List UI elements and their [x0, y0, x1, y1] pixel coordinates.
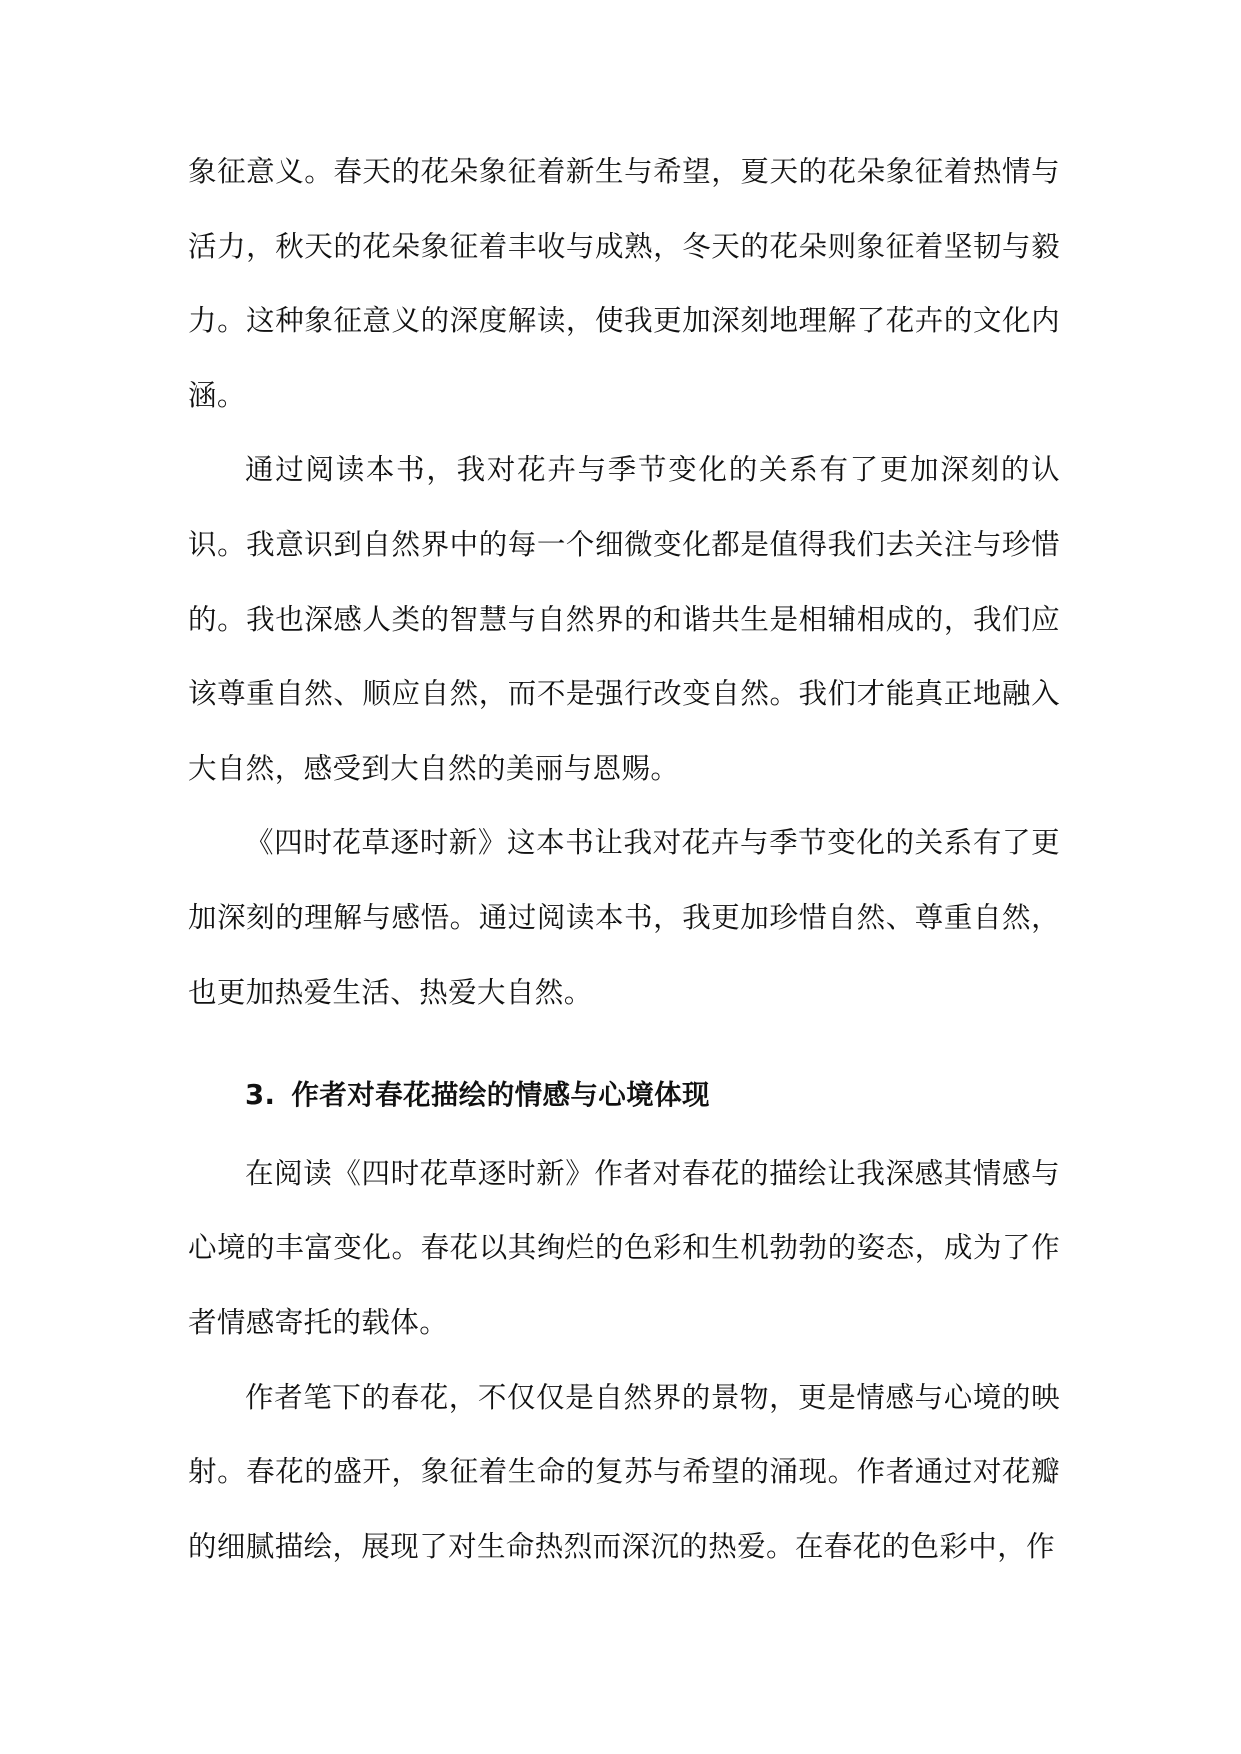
paragraph-continuation: 象征意义。春天的花朵象征着新生与希望，夏天的花朵象征着热情与活力，秋天的花朵象征着丰收与成熟，冬天的花朵则象征着坚韧与毅力。这种象征意义的深度解读，使我更加深刻地理解了花卉的文化内涵。 — [188, 155, 1060, 412]
document-body — [188, 135, 1060, 1584]
section-title: 作者对春花描绘的情感与心境体现 — [291, 1079, 710, 1112]
paragraph-spring-detail: 作者笔下的春花，不仅仅是自然界的景物，更是情感与心境的映射。春花的盛开，象征着生命的复苏与希望的涌现。作者通过对花瓣的细腻描绘，展现了对生命热烈而深沉的热爱。在春花的色彩中，作 — [188, 1380, 1060, 1563]
paragraph-spring-intro: 在阅读《四时花草逐时新》作者对春花的描绘让我深感其情感与心境的丰富变化。春花以其绚烂的色彩和生机勃勃的姿态，成为了作者情感寄托的载体。 — [188, 1156, 1060, 1339]
paragraph-book-summary: 《四时花草逐时新》这本书让我对花卉与季节变化的关系有了更加深刻的理解与感悟。通过阅读本书，我更加珍惜自然、尊重自然，也更加热爱生活、热爱大自然。 — [188, 826, 1060, 1009]
paragraph-reading-insight: 通过阅读本书，我对花卉与季节变化的关系有了更加深刻的认识。我意识到自然界中的每一个细微变化都是值得我们去关注与珍惜的。我也深感人类的智慧与自然界的和谐共生是相辅相成的，我们应该尊重自然、顺应自然，而不是强行改变自然。我们才能真正地融入大自然，感受到大自然的美丽与恩赐。 — [188, 453, 1060, 785]
section-heading — [188, 1058, 1060, 1133]
section-number: 3. — [245, 1079, 276, 1112]
